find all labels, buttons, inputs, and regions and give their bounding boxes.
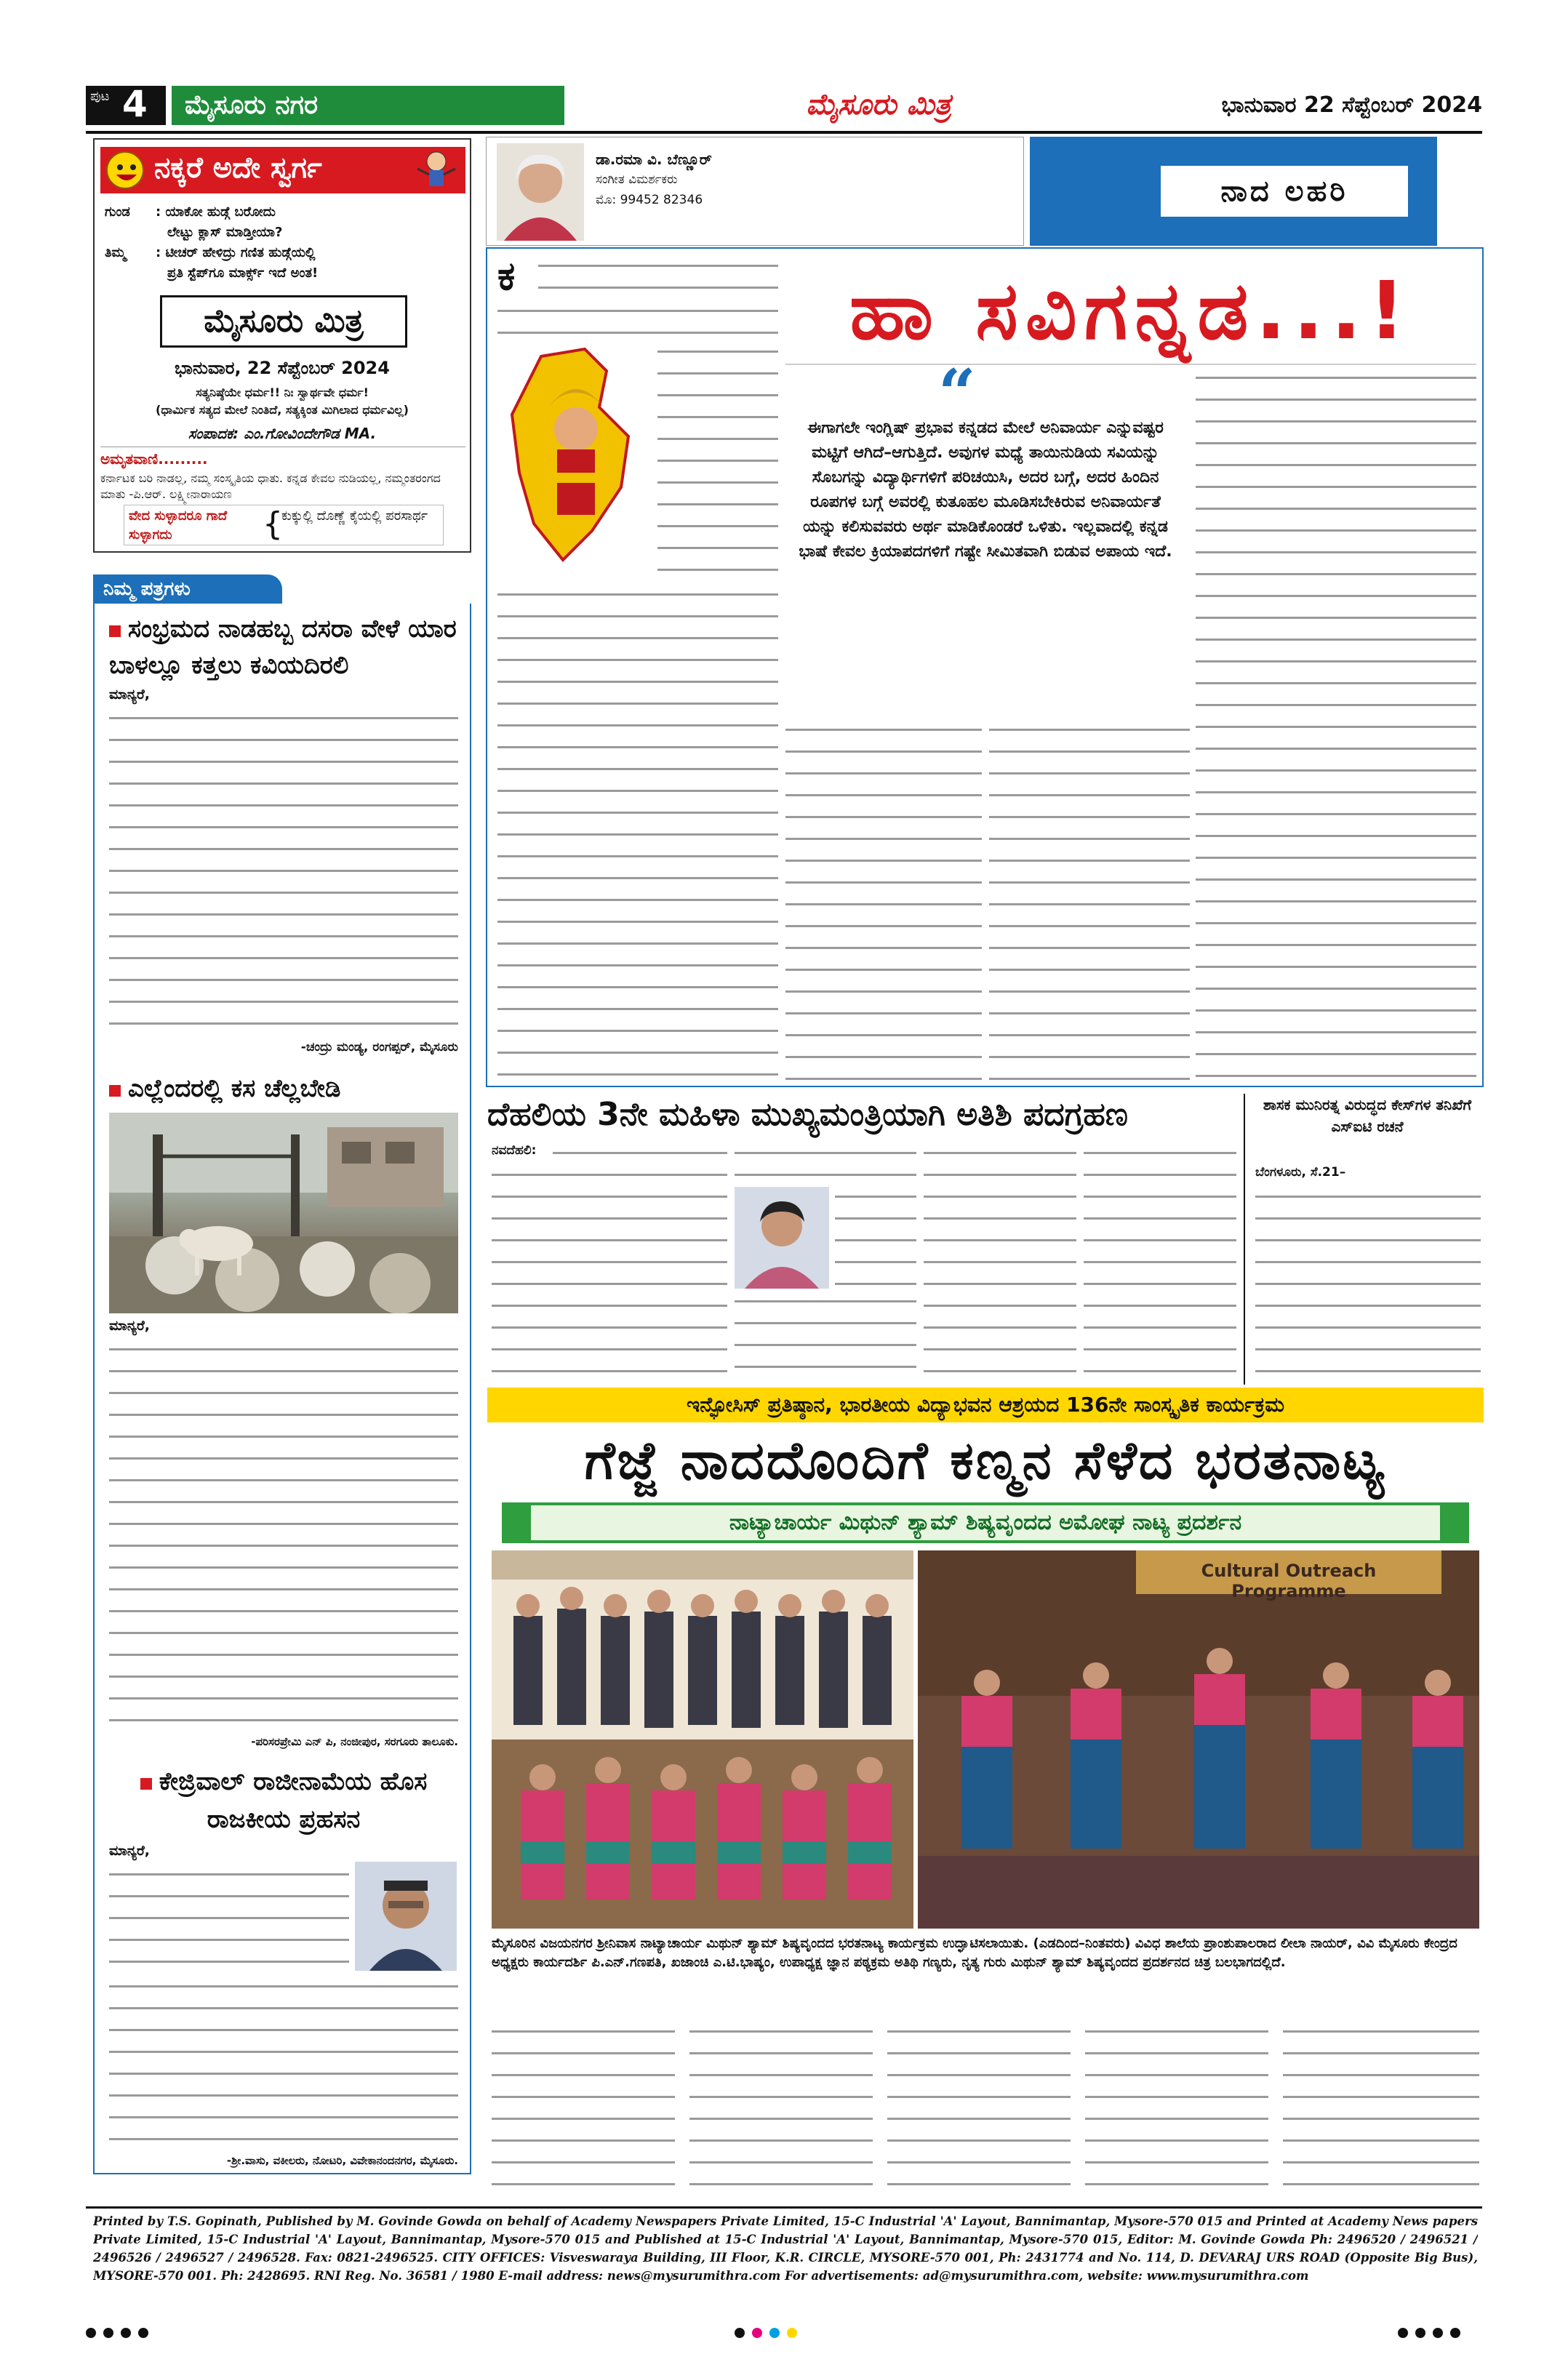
quote-mark-icon: “ — [938, 355, 976, 432]
drop-cap: ಕ — [497, 253, 516, 299]
proverb-box: ವೇದ ಸುಳ್ಳಾದರೂ ಗಾದೆ ಸುಳ್ಳಾಗದು { ಕುಕ್ಕುಲ್ಲಿ ದೊಣ್ಣೆ ಕೈಯಲ್ಲಿ ಪರಸಾರ್ಥ — [124, 505, 444, 545]
munirathna-text — [1255, 1187, 1481, 1383]
kejriwal-photo — [355, 1862, 457, 1971]
atishi-text-e — [735, 1292, 916, 1383]
pull-quote: “ ಈಗಾಗಲೇ ಇಂಗ್ಲಿಷ್ ಪ್ರಭಾವ ಕನ್ನಡದ ಮೇಲೆ ಅನಿವಾರ್ಯ ಎನ್ನುವಷ್ಟರ ಮಟ್ಟಿಗೆ ಆಗಿದೆ–ಆಗುತ್ತಿದೆ. ಅವುಗಳ ಮಧ್ಯೆ ತಾಯಿನುಡಿಯ ಸವಿಯನ್ನು ಸೊಬಗನ್ನು ವಿದ್ಯಾರ್ಥಿಗಳಿಗೆ ಪರಿಚಯಿಸಿ, ಅದರ ಬಗ್ಗೆ, ಅದರ ಹಿಂದಿನ ರೂಪಗಳ ಬಗ್ಗೆ ಅವರಲ್ಲಿ ಕುತೂಹಲ ಮೂಡಿಸಬೇಕಿರುವ ಅನಿವಾರ್ಯತೆ ಯನ್ನು ಕಲಿಸುವವರು ಅರ್ಥ ಮಾಡಿಕೊಂಡರೆ ಒಳಿತು. ಇಲ್ಲವಾದಲ್ಲಿ ಕನ್ನಡ ಭಾಷೆ ಕೇವಲ ಕ್ರಿಯಾಪದಗಳಿಗೆ ಗಷ್ಟೇ ಸೀಮಿತವಾಗಿ ಬಿಡುವ ಅಪಾಯ ಇದೆ. — [799, 355, 1172, 561]
column-text-a — [497, 301, 778, 337]
group-photo — [492, 1550, 913, 1929]
bharatanatya-kicker: ಇನ್ಫೋಸಿಸ್ ಪ್ರತಿಷ್ಠಾನ, ಭಾರತೀಯ ವಿದ್ಯಾಭವನ ಆಶ್ರಯದ 136ನೇ ಸಾಂಸ್ಕೃತಿಕ ಕಾರ್ಯಕ್ರಮ — [487, 1388, 1484, 1422]
author-phone: ಮೊ: 99452 82346 — [596, 193, 703, 207]
joke-box — [93, 138, 471, 553]
column-text-f — [989, 720, 1190, 1081]
column-headline: ಹಾ ಸವಿಗನ್ನಡ...! — [785, 256, 1476, 365]
joke-line: ಪ್ರತಿ ಸ್ಟೆಪ್‌ಗೂ ಮಾರ್ಕ್ಸ್ ಇದೆ ಅಂತ! — [167, 265, 319, 281]
atishi-text-a — [553, 1143, 727, 1164]
header-date: ಭಾನುವಾರ 22 ಸೆಪ್ಟೆಂಬರ್ 2024 — [1221, 92, 1482, 118]
author-role: ಸಂಗೀತ ವಿಮರ್ಶಕರು — [596, 172, 678, 187]
letter-2-signature: -ಪರಿಸರಪ್ರೇಮಿ ಎನ್ ಪಿ, ನಂಜೀಪುರ, ಸರಗೂರು ತಾಲೂಕು. — [251, 1735, 458, 1748]
paper-date: ಭಾನುವಾರ, 22 ಸೆಪ್ಟೆಂಬರ್ 2024 — [175, 358, 390, 378]
bharatanatya-col-2 — [689, 2022, 873, 2198]
footer-imprint: Printed by T.S. Gopinath, Published by M. Govinde Gowda on behalf of Academy Newspapers Private Limited, 15-C Industrial 'A' Layout, Bannimantap, Mysore-570 015 and Printed at Academy News papers Private Limited, 15-C Industrial 'A' Layout, Bannimantap, Mysore-570 015 and Published at 15-C Industrial 'A' Layout, Bannimantap, Mysore-570 015, Editor: M. Govinde Gowda Ph: 2496520 / 2496521 / 2496526 / 2496527 / 2496528. Fax: 0821-2496525. CITY OFFICES: Visveswaraya Building, III Floor, K.R. CIRCLE, MYSORE-570 001, Ph: 2431774 and No. 114, D. DEVARAJ URS ROAD (Opposite Big Bus), MYSORE-570 001. Ph: 2428695. RNI Reg. No. 36581 / 1980 E-mail address: news@mysurumithra.com For advertisements: ad@mysurumithra.com, website: www.mysurumithra.com — [93, 2214, 1478, 2283]
brace-divider: { — [263, 505, 283, 543]
author-name: ಡಾ.ರಮಾ ವಿ. ಬೆಣ್ಣೂರ್ — [596, 151, 712, 168]
joke-line: ಲೇಟ್ಟು ಕ್ಲಾಸ್ ಮಾಡ್ತೀಯಾ? — [167, 225, 283, 240]
page-number-badge — [86, 83, 166, 125]
editor-line: ಸಂಪಾದಕ: ಎಂ.ಗೋವಿಂದೇಗೌಡ MA. — [188, 425, 377, 442]
photo-banner-text: Cultural Outreach Programme — [1201, 1561, 1377, 1601]
joke-line: ತಿಮ್ಮ : ಟೀಚರ್ ಹೇಳಿದ್ರು ಗಣಿತ ಹುಡ್ಗೆಯಲ್ಲಿ — [105, 245, 316, 260]
joke-line: ಗುಂಡ : ಯಾಕೋ ಹುಡ್ಗೆ ಬರೋದು — [105, 204, 276, 220]
letters-section-label: ನಿಮ್ಮ ಪತ್ರಗಳು — [93, 575, 282, 604]
red-square-bullet — [109, 1085, 121, 1097]
letter-2-salute: ಮಾನ್ಯರೆ, — [109, 1318, 150, 1334]
letter-1-title: ಸಂಭ್ರಮದ ನಾಡಹಬ್ಬ ದಸರಾ ವೇಳೆ ಯಾರ ಬಾಳಲ್ಲೂ ಕತ್ತಲು ಕವಿಯದಿರಲಿ — [109, 614, 457, 680]
column-text-d — [1196, 368, 1476, 1081]
letter-3-body — [109, 1977, 458, 2151]
column-banner — [1030, 137, 1437, 246]
red-square-bullet — [109, 625, 121, 637]
paper-logo: ಮೈಸೂರು ಮಿತ್ರ — [160, 295, 407, 348]
letter-2-title: ಎಲ್ಲೆಂದರಲ್ಲಿ ಕಸ ಚೆಲ್ಲಬೇಡಿ — [109, 1070, 458, 1107]
motto: ಸತ್ಯನಿಷ್ಠೆಯೇ ಧರ್ಮ!! ನಿಃ ಸ್ವಾರ್ಥವೇ ಧರ್ಮ! (ಧಾರ್ಮಿಕ ಸತ್ಯದ ಮೇಲೆ ನಿಂತಿದೆ, ಸತ್ಯಕ್ಕಿಂತ ಮಿಗಿಲಾದ ಧರ್ಮವಿಲ್ಲ) — [156, 385, 409, 417]
bharatanatya-subhead-bar — [502, 1502, 1469, 1543]
atishi-dateline: ನವದೆಹಲಿ: — [492, 1143, 537, 1158]
joke-lines — [105, 202, 461, 284]
joke-header — [100, 147, 465, 193]
karnataka-map-illustration — [497, 342, 655, 582]
section-title: ಮೈಸೂರು ನಗರ — [185, 90, 319, 120]
letter-3-signature: -ಶ್ರೀ.ವಾಸು, ವಕೀಲರು, ನೋಟರಿ, ವಿವೇಕಾನಂದನಗರ, ಮೈಸೂರು. — [226, 2154, 458, 2167]
atishi-text-g — [1084, 1143, 1236, 1383]
letter-1-signature: -ಚಂದ್ರು ಮಂಡ್ಯ, ರಂಗಪ್ಪರ್, ಮೈಸೂರು — [300, 1040, 458, 1054]
page-number: 4 — [122, 83, 148, 125]
page-label: ಪುಟ — [90, 89, 110, 104]
atishi-photo — [735, 1187, 829, 1289]
section-banner — [172, 86, 564, 125]
bharatanatya-col-3 — [887, 2022, 1071, 2198]
registration-dots-left — [86, 2327, 173, 2342]
laughing-face-icon — [106, 151, 144, 189]
bharatanatya-col-1 — [492, 2022, 675, 2198]
amruta-box: ಅಮೃತವಾಣಿ......... ಕರ್ನಾಟಕ ಬರಿ ನಾಡಲ್ಲ, ನಮ್ಮ ಸಂಸ್ಕೃತಿಯ ಧಾತು. ಕನ್ನಡ ಕೇವಲ ನುಡಿಯಲ್ಲ, ನಮ್ಮಂತರಂಗದ ಮಾತು -ಪಿ.ಆರ್. ಲಕ್ಷ್ಮೀನಾರಾಯಣ — [100, 447, 465, 493]
letter-3-title: ಕೇಜ್ರಿವಾಲ್ ರಾಜೀನಾಮೆಯ ಹೊಸ ರಾಜಕೀಯ ಪ್ರಹಸನ — [109, 1763, 458, 1838]
letter-1-salute: ಮಾನ್ಯರೆ, — [109, 686, 150, 702]
vertical-rule — [1244, 1094, 1245, 1385]
author-box — [486, 137, 1024, 246]
atishi-text-d — [835, 1187, 916, 1289]
munirathna-headline: ಶಾಸಕ ಮುನಿರತ್ನ ವಿರುದ್ಧದ ಕೇಸ್‌ಗಳ ತನಿಖೆಗೆ ಎಸ್‌ಐಟಿ ರಚನೆ — [1263, 1096, 1472, 1135]
letter-3-body-top — [109, 1865, 349, 1974]
munirathna-dateline: ಬೆಂಗಳೂರು, ಸೆ.21– — [1255, 1165, 1346, 1180]
column-text-c — [497, 585, 778, 1079]
bharatanatya-subhead: ನಾಟ್ಯಾಚಾರ್ಯ ಮಿಥುನ್ ಶ್ಯಾಮ್ ಶಿಷ್ಯವೃಂದದ ಅಮೋಘ ನಾಟ್ಯ ಪ್ರದರ್ಶನ — [531, 1505, 1440, 1540]
letter-3-salute: ಮಾನ್ಯರೆ, — [109, 1843, 150, 1859]
column-intro-text — [538, 256, 778, 298]
cartoon-icon — [413, 148, 460, 192]
header-rule — [86, 131, 1482, 134]
garbage-photo — [109, 1113, 458, 1313]
column-text-e — [785, 720, 982, 1081]
column-text-b — [657, 342, 778, 582]
registration-dots-center — [735, 2327, 836, 2342]
masthead-logo: ಮೈಸೂರು ಮಿತ್ರ — [806, 88, 951, 121]
atishi-headline: ದೆಹಲಿಯ 3ನೇ ಮಹಿಳಾ ಮುಖ್ಯಮಂತ್ರಿಯಾಗಿ ಅತಿಶಿ ಪದಗ್ರಹಣ — [487, 1096, 1128, 1133]
author-photo — [497, 143, 584, 241]
atishi-text-f — [924, 1143, 1076, 1383]
red-square-bullet — [140, 1778, 152, 1790]
atishi-text-c — [735, 1143, 916, 1184]
registration-dots-right — [1398, 2327, 1485, 2342]
page-header — [86, 81, 1482, 128]
bharatanatya-col-5 — [1283, 2022, 1479, 2198]
bharatanatya-headline: ಗೆಜ್ಜೆ ನಾದದೊಂದಿಗೆ ಕಣ್ಮನ ಸೆಳೆದ ಭರತನಾಟ್ಯ — [584, 1430, 1387, 1491]
dance-photo — [918, 1550, 1479, 1929]
letter-1-body — [109, 708, 458, 1036]
footer-rule — [86, 2206, 1482, 2209]
atishi-text-b — [492, 1165, 727, 1383]
letter-2-body — [109, 1340, 458, 1732]
column-name-box: ನಾದ ಲಹರಿ — [1161, 166, 1408, 217]
bharatanatya-col-4 — [1085, 2022, 1268, 2198]
bharatanatya-caption: ಮೈಸೂರಿನ ವಿಜಯನಗರ ಶ್ರೀನಿವಾಸ ನಾಟ್ಯಾಚಾರ್ಯ ಮಿಥುನ್ ಶ್ಯಾಮ್ ಶಿಷ್ಯವೃಂದದ ಭರತನಾಟ್ಯ ಕಾರ್ಯಕ್ರಮ ಉದ್ಘಾಟಿಸಲಾಯಿತು. (ಎಡದಿಂದ–ನಿಂತವರು) ವಿವಿಧ ಶಾಲೆಯ ಪ್ರಾಂಶುಪಾಲರಾದ ಲೀಲಾ ನಾಯರ್, ವಿವಿ ಮೈಸೂರು ಕೇಂದ್ರದ ಅಧ್ಯಕ್ಷರು ಕಾರ್ಯದರ್ಶಿ ಪಿ.ಎನ್.ಗಣಪತಿ, ಖಜಾಂಚಿ ಎ.ಟಿ.ಭಾಷ್ಯಂ, ಉಪಾಧ್ಯಕ್ಷ ಜ್ಞಾನ ಪಠ್ಯಕ್ರಮ ಅತಿಥಿ ಗಣ್ಯರು, ನೃತ್ಯ ಗುರು ಮಿಥುನ್ ಶ್ಯಾಮ್ ಶಿಷ್ಯವೃಂದದ ಪ್ರದರ್ಶನದ ಚಿತ್ರ ಬಲಭಾಗದಲ್ಲಿದೆ. — [492, 1936, 1457, 1970]
joke-title: ನಕ್ಕರೆ ಅದೇ ಸ್ವರ್ಗ — [154, 151, 322, 185]
